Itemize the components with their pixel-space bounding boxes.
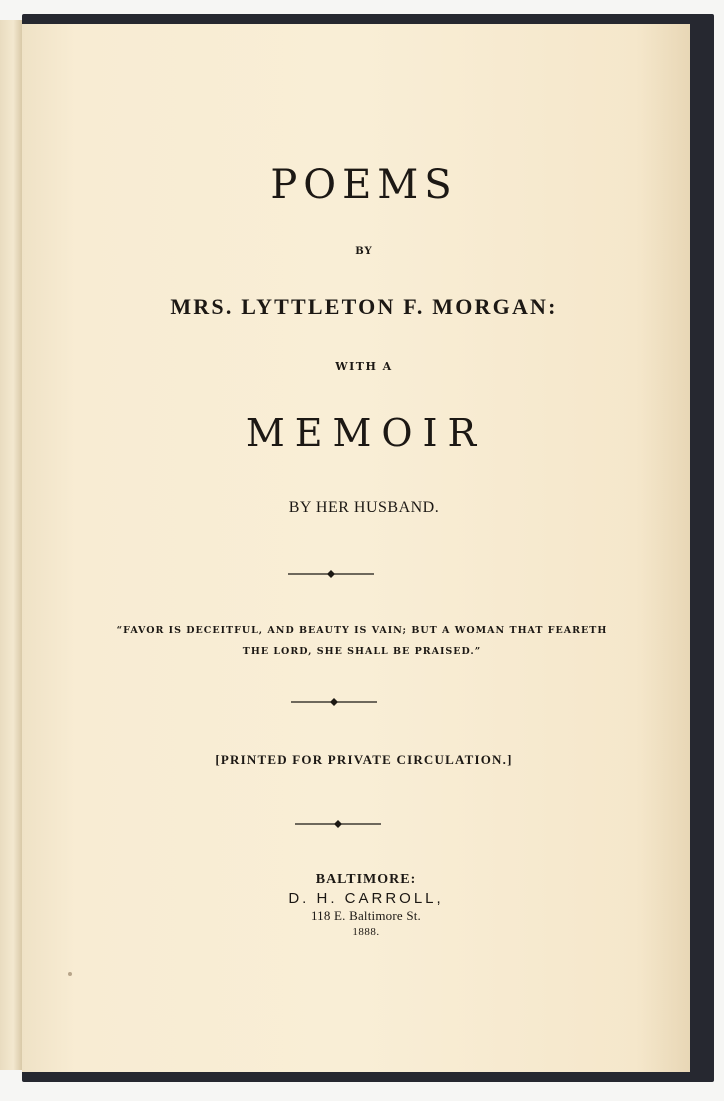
epigraph-line-2: THE LORD, SHE SHALL BE PRAISED.”	[242, 646, 482, 657]
title-page	[22, 24, 690, 1072]
epigraph-line-1: “FAVOR IS DECEITFUL, AND BEAUTY IS VAIN; BUT A WOMAN THAT FEARETH	[116, 625, 608, 636]
imprint-city: BALTIMORE:	[315, 872, 417, 887]
with-a-label: WITH A	[335, 360, 393, 373]
left-page-edge	[0, 20, 23, 1070]
imprint-address: 118 E. Baltimore St.	[310, 908, 422, 923]
imprint-year: 1888.	[352, 926, 380, 938]
memoir-heading: MEMOIR	[245, 411, 487, 455]
paper-speck	[68, 972, 72, 976]
ornament-rule-icon	[291, 696, 377, 708]
author-name: MRS. LYTTLETON F. MORGAN:	[170, 294, 558, 319]
ornament-rule-icon	[288, 568, 374, 580]
ornament-rule-icon	[295, 818, 381, 830]
book-title: POEMS	[270, 162, 458, 208]
by-label: BY	[355, 246, 373, 257]
epigraph-quote	[82, 620, 642, 662]
imprint-publisher: D. H. CARROLL,	[288, 890, 444, 907]
memoir-author: BY HER HUSBAND.	[288, 499, 440, 516]
private-circulation-note: [PRINTED FOR PRIVATE CIRCULATION.]	[215, 752, 513, 767]
